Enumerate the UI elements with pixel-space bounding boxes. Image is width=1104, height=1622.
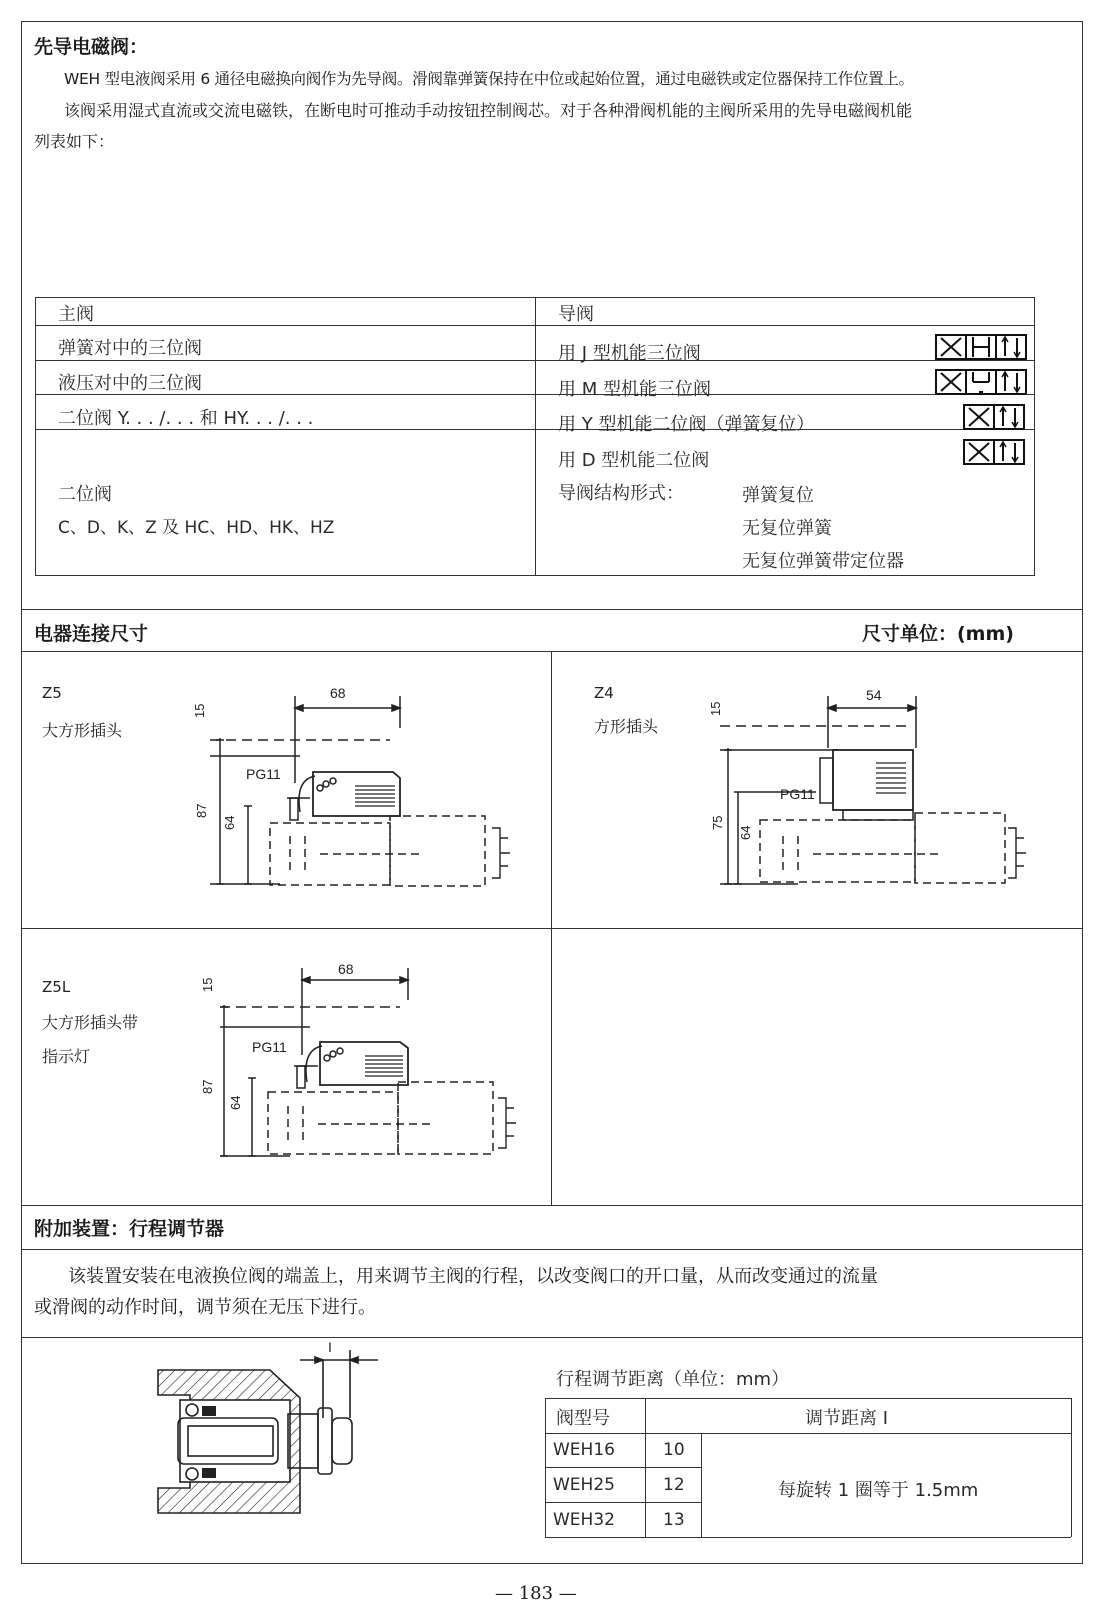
stroke-table-caption: 行程调节距离（单位：mm） bbox=[556, 1369, 790, 1390]
pilot-structure-3: 无复位弹簧带定位器 bbox=[742, 551, 904, 572]
z5-pg-label: PG11 bbox=[246, 766, 281, 782]
stroke-paragraph-1: 该装置安装在电液换位阀的端盖上，用来调节主阀的行程，以改变阀口的开口量，从而改变通过的流量 bbox=[68, 1266, 878, 1287]
stroke-col-model: 阀型号 bbox=[556, 1408, 610, 1429]
row-pilot-1: 用 J 型机能三位阀 bbox=[558, 343, 701, 364]
row-pilot-3: 用 Y 型机能二位阀（弹簧复位） bbox=[558, 414, 815, 435]
z5-dim-15: 15 bbox=[192, 703, 207, 718]
page-number: — 183 — bbox=[495, 1583, 577, 1604]
electrical-section-title: 电器连接尺寸 bbox=[34, 623, 149, 645]
z5l-dim-15: 15 bbox=[200, 977, 215, 992]
z5-code: Z5 bbox=[42, 684, 62, 702]
z4-connector-drawing bbox=[708, 688, 1048, 900]
row-pilot-4: 用 D 型机能二位阀 bbox=[558, 450, 710, 471]
z4-dim-64: 64 bbox=[738, 825, 753, 840]
stroke-note: 每旋转 1 圈等于 1.5mm bbox=[778, 1480, 979, 1501]
z5l-pg-label: PG11 bbox=[252, 1039, 287, 1055]
z4-pg-label: PG11 bbox=[780, 786, 815, 802]
valve-symbol-d-icon bbox=[963, 438, 1025, 466]
stroke-paragraph-2: 或滑阀的动作时间，调节须在无压下进行。 bbox=[34, 1297, 376, 1318]
z5l-name-1: 大方形插头带 bbox=[42, 1013, 139, 1032]
valve-symbol-j-icon bbox=[935, 333, 1027, 361]
z5-dim-87: 87 bbox=[194, 803, 209, 818]
stroke-row-3-value: 13 bbox=[663, 1510, 685, 1530]
valve-symbol-m-icon bbox=[935, 368, 1027, 396]
header-main-valve: 主阀 bbox=[58, 304, 94, 325]
header-pilot-valve: 导阀 bbox=[558, 304, 594, 325]
row-main-2: 液压对中的三位阀 bbox=[58, 373, 202, 394]
z5-name: 大方形插头 bbox=[42, 721, 123, 740]
stroke-col-dist: 调节距离 I bbox=[805, 1408, 889, 1429]
stroke-row-1-value: 10 bbox=[663, 1440, 685, 1460]
z5-dim-top: 68 bbox=[330, 688, 346, 701]
row-main-4-line2: C、D、K、Z 及 HC、HD、HK、HZ bbox=[58, 518, 335, 538]
stroke-adjuster-drawing bbox=[150, 1338, 400, 1538]
z5l-code: Z5L bbox=[42, 978, 71, 996]
z4-name: 方形插头 bbox=[594, 717, 659, 736]
row-main-1: 弹簧对中的三位阀 bbox=[58, 338, 202, 359]
pilot-paragraph-2: 该阀采用湿式直流或交流电磁铁，在断电时可推动手动按钮控制阀芯。对于各种滑阀机能的主阀所采用的先导电磁阀机能 bbox=[64, 101, 913, 120]
z4-code: Z4 bbox=[594, 684, 614, 702]
z5l-name-2: 指示灯 bbox=[42, 1047, 91, 1066]
pilot-paragraph-1: WEH 型电液阀采用 6 通径电磁换向阀作为先导阀。滑阀靠弹簧保持在中位或起始位置，通过电磁铁或定位器保持工作位置上。 bbox=[64, 70, 914, 88]
pilot-structure-1: 弹簧复位 bbox=[742, 485, 814, 506]
pilot-section-title: 先导电磁阀： bbox=[34, 36, 149, 58]
z5l-dim-top: 68 bbox=[338, 961, 354, 977]
stroke-row-1-model: WEH16 bbox=[553, 1440, 615, 1460]
row-main-3: 二位阀 Y. . . /. . . 和 HY. . . /. . . bbox=[58, 408, 314, 429]
z5l-dim-64: 64 bbox=[228, 1095, 243, 1110]
pilot-structure-label: 导阀结构形式： bbox=[558, 483, 684, 504]
valve-symbol-y-icon bbox=[963, 403, 1025, 431]
stroke-row-2-value: 12 bbox=[663, 1475, 685, 1495]
z5-dim-64: 64 bbox=[222, 815, 237, 830]
z5l-connector-drawing bbox=[200, 960, 550, 1170]
pilot-structure-2: 无复位弹簧 bbox=[742, 518, 832, 539]
stroke-section-title: 附加装置：行程调节器 bbox=[34, 1218, 225, 1240]
stroke-dim-label: I bbox=[328, 1339, 332, 1355]
z5l-dim-87: 87 bbox=[200, 1079, 215, 1094]
row-main-4-line1: 二位阀 bbox=[58, 484, 112, 505]
z4-dim-15: 15 bbox=[708, 701, 723, 716]
z4-dim-75: 75 bbox=[710, 815, 725, 830]
pilot-paragraph-3: 列表如下： bbox=[34, 132, 115, 151]
z4-dim-top: 54 bbox=[866, 688, 882, 703]
unit-label: 尺寸单位：(mm) bbox=[862, 623, 1014, 645]
stroke-row-3-model: WEH32 bbox=[553, 1510, 615, 1530]
z5-connector-drawing bbox=[190, 688, 540, 898]
row-pilot-2: 用 M 型机能三位阀 bbox=[558, 379, 711, 400]
stroke-row-2-model: WEH25 bbox=[553, 1475, 615, 1495]
